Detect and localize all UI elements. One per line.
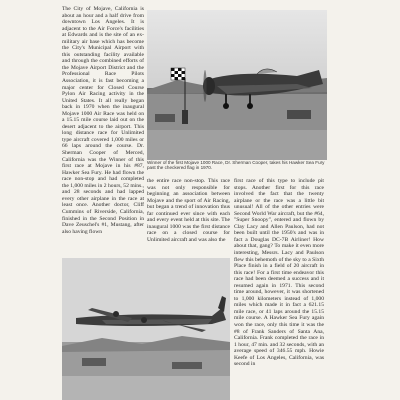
- article-text-left: The City of Mojave, California is about an hour and a half drive from downtown Los Angeles. It is adjacent to the Air Force's facilities at Edwards and is the site of an ex-military air base which has become the City's Municipal Airport with this outstanding facility available and through the combined efforts of the Mojave Airport District and the Professional Race Pilots Association, it is fast becoming a major center for Closed Course Pylon Air Racing activity in the United States. It all really began back in 1970 when the inaugural Mojave 1000 Air Race was held on a 15.15 mile course laid out on the desert adjacent to the airport. This long distance race for Unlimited type aircraft covered 1,000 miles or 66 laps around the course. Dr. Sherman Cooper of Merced, California was the Winner of this first race at Mojave in his #87, Hawker Sea Fury. He had flown the race non-stop and had completed the 1,000 miles in 2 hours, 52 mins., and 28 seconds and had lapped every other airplane in the race at least once. Another doctor, Cliff Cummins of Riverside, California, finished in the Second Position in Dave Zeuschel's #1, Mustang, after also having flown: [62, 6, 144, 235]
- article-text-right: first race of this type to include pit stops. Another first for this race involved the fact that the twenty airplane or the race was a little bit unusual! All of the other entries were Second World War aircraft, but the #64, "Super Snoopy", entered and flown by Clay Lacy and Allen Paulson, had not been built until the 1950's and was in fact a Douglas DC-7B Airliner! How about that, gang? To make it even more interesting, Messrs. Lacy and Paulson flew this behemoth of the sky to a Sixth Place finish in a field of 20 aircraft in this race! For a first time endeavor this race had been deemed a success and it resumed again in 1971. This second time around, however, it was shortened to 1,000 kilometers instead of 1,000 miles which made it in fact a 621.15 mile race, or 41 laps around the 15.15 mile course. A Hawker Sea Fury again won the race, only this time it was the #8 of Frank Sanders of Santa Ana, California. Frank completed the race in 1 hour, 47 min. and 32 seconds, with an average speed of 346.55 mph. Howie Keefe of Los Angeles, California, was second in: [234, 178, 324, 368]
- dc7-airliner-photo-art: [62, 258, 230, 400]
- article-column-right: [234, 178, 324, 400]
- dc7-airliner-photo: [62, 258, 230, 400]
- article-column-left: [62, 6, 144, 256]
- article-text-middle: the entire race non-stop. This race was not only responsible for beginning an association between Mojave and the sport of Air Racing, but began a trend of innovation thus far continued ever since with each and every event held at this site. The inaugural 1000 was the first distance race on a closed course for Unlimited aircraft and was also the: [147, 178, 230, 243]
- sea-fury-photo: [147, 10, 327, 160]
- sea-fury-photo-art: [147, 10, 327, 160]
- photo-caption: Winner of the first Mojave 1000 Race, Dr. Sherman Cooper, takes his Hawker Sea Fury past the checkered flag in 1970.: [147, 160, 325, 171]
- article-column-middle: [147, 178, 230, 254]
